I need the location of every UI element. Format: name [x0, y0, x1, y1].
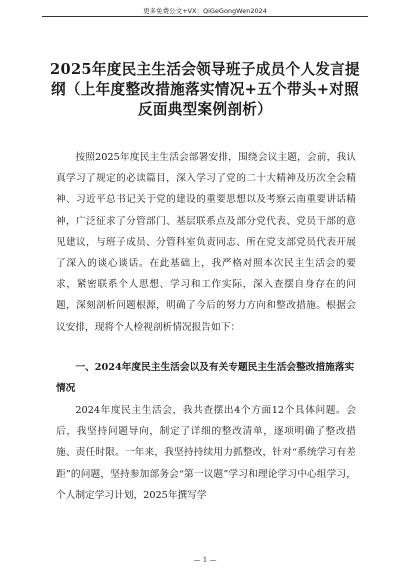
intro-paragraph: 按照2025年度民主生活会部署安排，围绕会议主题，会前，我认真学习了规定的必读篇目，深入学习了党的二十大精神及历次全会精神、习近平总书记关于党的建设的重要思想以及考察云南重要讲话精神，广泛征求了分管部门、基层联系点及部分党代表、党员干部的意见建议，与班子成员、分管科室负责同志、所在党支部党员代表开展了深入的谈心谈话。在此基础上，我严格对照本次民主生活会的要求，紧密联系个人思想、学习和工作实际，深入查摆自身存在的问题，深刻剖析问题根源，明确了今后的努力方向和整改措施。根据会议安排，现将个人检视剖析情况报告如下： [56, 152, 356, 333]
header-rule [42, 16, 368, 17]
page-number: — 1 — [193, 556, 217, 564]
document-title: 2025年度民主生活会领导班子成员个人发言提纲（上年度整改措施落实情况+五个带头+对照反面典型案例剖析） [50, 61, 360, 118]
header-note: 更多免费公文+VX：QiGeGongWen2024 [143, 7, 267, 15]
section-heading-1: 一、2024年度民主生活会以及有关专题民主生活会整改措施落实情况 [56, 362, 355, 395]
section-1-paragraph: 2024年度民主生活会，我共查摆出4个方面12个具体问题。会后，我坚持问题导向，制定了详细的整改清单，逐项明确了整改措施、责任时限。一年来，我坚持持续用力抓整改，针对“系统学习有差距”的问题，坚持参加部务会“第一议题”学习和理论学习中心组学习，个人制定学习计划，2025年撰写学 [56, 405, 356, 501]
